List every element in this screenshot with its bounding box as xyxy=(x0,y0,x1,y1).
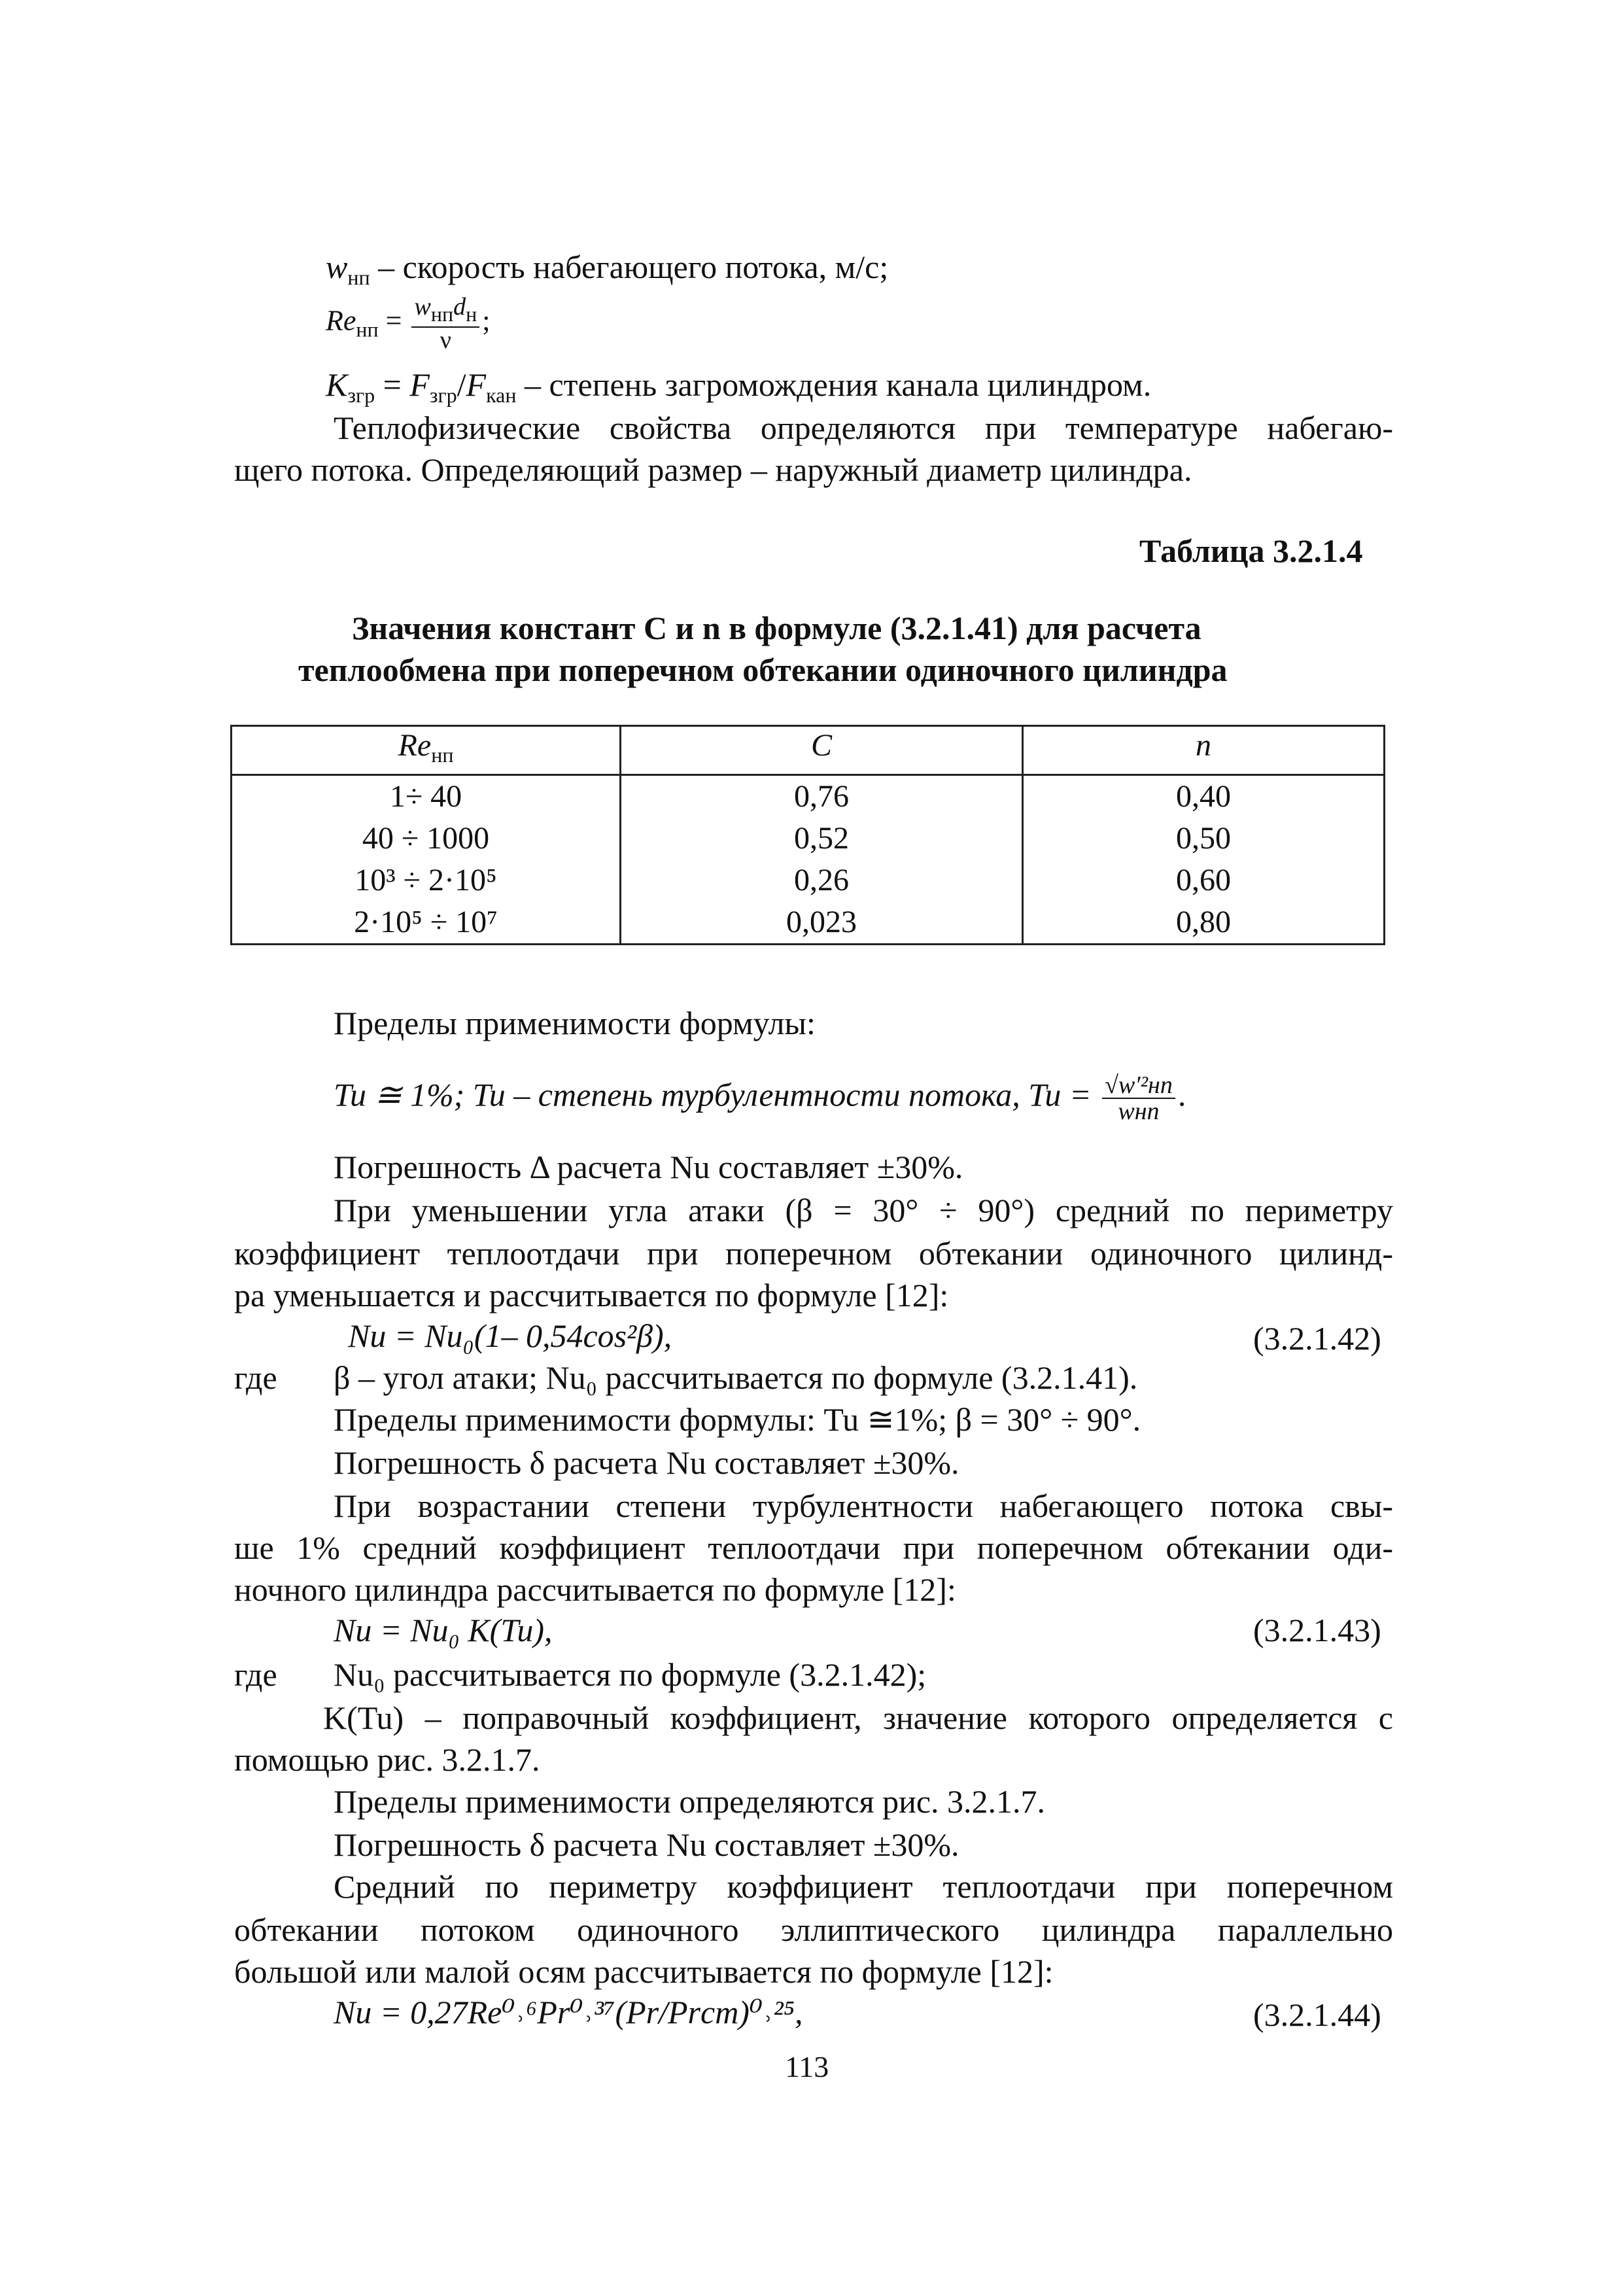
paragraph-line: ночного цилиндра рассчитывается по формуле [12]: xyxy=(234,1571,956,1608)
table-title-line1: Значения констант C и n в формуле (3.2.1.41) для расчета xyxy=(352,610,1201,646)
definition-k: $K_{згр} = F_{згр}/F_{кан}$ – степень загромождения канала цилиндром. xyxy=(326,366,1152,407)
paragraph-line: ра уменьшается и рассчитывается по формуле [12]: xyxy=(234,1277,949,1313)
paragraph-line: коэффициент теплоотдачи при поперечном обтекании одиночного цилинд- xyxy=(234,1235,1393,1272)
paragraph-line: обтекании потоком одиночного эллиптического цилиндра параллельно xyxy=(234,1911,1393,1948)
cell-re: 10³ ÷ 2·10⁵ xyxy=(232,860,621,901)
table-label: Таблица 3.2.1.4 xyxy=(1139,532,1363,569)
limits-line: Пределы применимости определяются рис. 3.2.1.7. xyxy=(334,1783,1046,1820)
where-label: где xyxy=(234,1656,277,1693)
limits-line: Пределы применимости формулы: Tu ≅1%; β = 30° ÷ 90°. xyxy=(334,1401,1141,1438)
cell-re: 40 ÷ 1000 xyxy=(232,818,621,860)
where-text: Nu₀ рассчитывается по формуле (3.2.1.42); xyxy=(334,1656,927,1693)
paragraph-line: ше 1% средний коэффициент теплоотдачи при поперечном обтекании оди- xyxy=(234,1529,1393,1566)
error-note: Погрешность δ расчета Nu составляет ±30%. xyxy=(334,1444,959,1481)
header-c: C xyxy=(621,726,1023,775)
table-row xyxy=(232,901,1385,945)
paragraph-line: щего потока. Определяющий размер – наружный диаметр цилиндра. xyxy=(234,451,1192,488)
equation-number: (3.2.1.44) xyxy=(1253,1996,1381,2033)
limits-heading: Пределы применимости формулы: xyxy=(334,1005,816,1041)
equation-3-2-1-44: Nu = 0,27Re⁰˒⁶Pr⁰˒³⁷(Pr/Prст)⁰˒²⁵, xyxy=(334,1994,803,2030)
where-label: где xyxy=(234,1359,277,1396)
table-header-row xyxy=(232,726,1385,775)
table-row xyxy=(232,860,1385,901)
equation-number: (3.2.1.43) xyxy=(1253,1612,1381,1648)
cell-c: 0,023 xyxy=(621,901,1023,945)
where-text: β – угол атаки; Nu₀ рассчитывается по формуле (3.2.1.41). xyxy=(334,1359,1138,1396)
tu-fraction: $\frac{\text{√w′²нп}}{\text{wнп}}$ xyxy=(1102,1073,1175,1124)
definition-w: $w_{нп}$ – скорость набегающего потока, м/с; xyxy=(326,249,889,289)
cell-n: 0,80 xyxy=(1023,901,1385,945)
table-row xyxy=(232,775,1385,818)
equation-number: (3.2.1.42) xyxy=(1253,1320,1381,1357)
paragraph-line: Средний по периметру коэффициент теплоотдачи при поперечном xyxy=(334,1868,1393,1905)
cell-c: 0,76 xyxy=(621,775,1023,818)
paragraph-line: Теплофизические свойства определяются при температуре набегаю- xyxy=(334,409,1393,446)
table-title-line2: теплообмена при поперечном обтекании одиночного цилиндра xyxy=(298,652,1228,688)
cell-n: 0,50 xyxy=(1023,818,1385,860)
page-number: 113 xyxy=(785,2050,829,2083)
cell-n: 0,40 xyxy=(1023,775,1385,818)
re-fraction: $\frac{w_{нп}d_н}{\nu}$ xyxy=(411,294,479,353)
cell-c: 0,26 xyxy=(621,860,1023,901)
paragraph-line: большой или малой осям рассчитывается по формуле [12]: xyxy=(234,1953,1054,1990)
header-n: n xyxy=(1023,726,1385,775)
equation-3-2-1-43: Nu = Nu₀ K(Tu), xyxy=(334,1612,553,1648)
error-note: Погрешность δ расчета Nu составляет ±30%. xyxy=(334,1826,959,1863)
definition-re: $Re_{нп}$ = $\frac{w_{нп}d_н}{\nu}$ ; xyxy=(326,293,491,354)
paragraph-line: K(Tu) – поправочный коэффициент, значение которого определяется с xyxy=(323,1699,1393,1736)
equation-3-2-1-42: Nu = Nu₀(1– 0,54cos²β), xyxy=(348,1317,672,1354)
cell-re: 1÷ 40 xyxy=(232,775,621,818)
cell-re: 2·10⁵ ÷ 10⁷ xyxy=(232,901,621,945)
error-note: Погрешность Δ расчета Nu составляет ±30%. xyxy=(334,1149,963,1185)
tu-definition: Tu ≅ 1%; Tu – степень турбулентности потока, Tu = $\frac{\text{√w′²нп}}{\text{wнп}}$ . xyxy=(334,1071,1186,1125)
cell-c: 0,52 xyxy=(621,818,1023,860)
cell-n: 0,60 xyxy=(1023,860,1385,901)
paragraph-line: При возрастании степени турбулентности набегающего потока свы- xyxy=(334,1487,1393,1524)
table-row xyxy=(232,818,1385,860)
constants-table xyxy=(230,725,1385,945)
header-re: $Re_{нп}$ xyxy=(232,726,621,775)
paragraph-line: помощью рис. 3.2.1.7. xyxy=(234,1741,540,1778)
paragraph-line: При уменьшении угла атаки (β = 30° ÷ 90°) средний по периметру xyxy=(334,1192,1393,1228)
